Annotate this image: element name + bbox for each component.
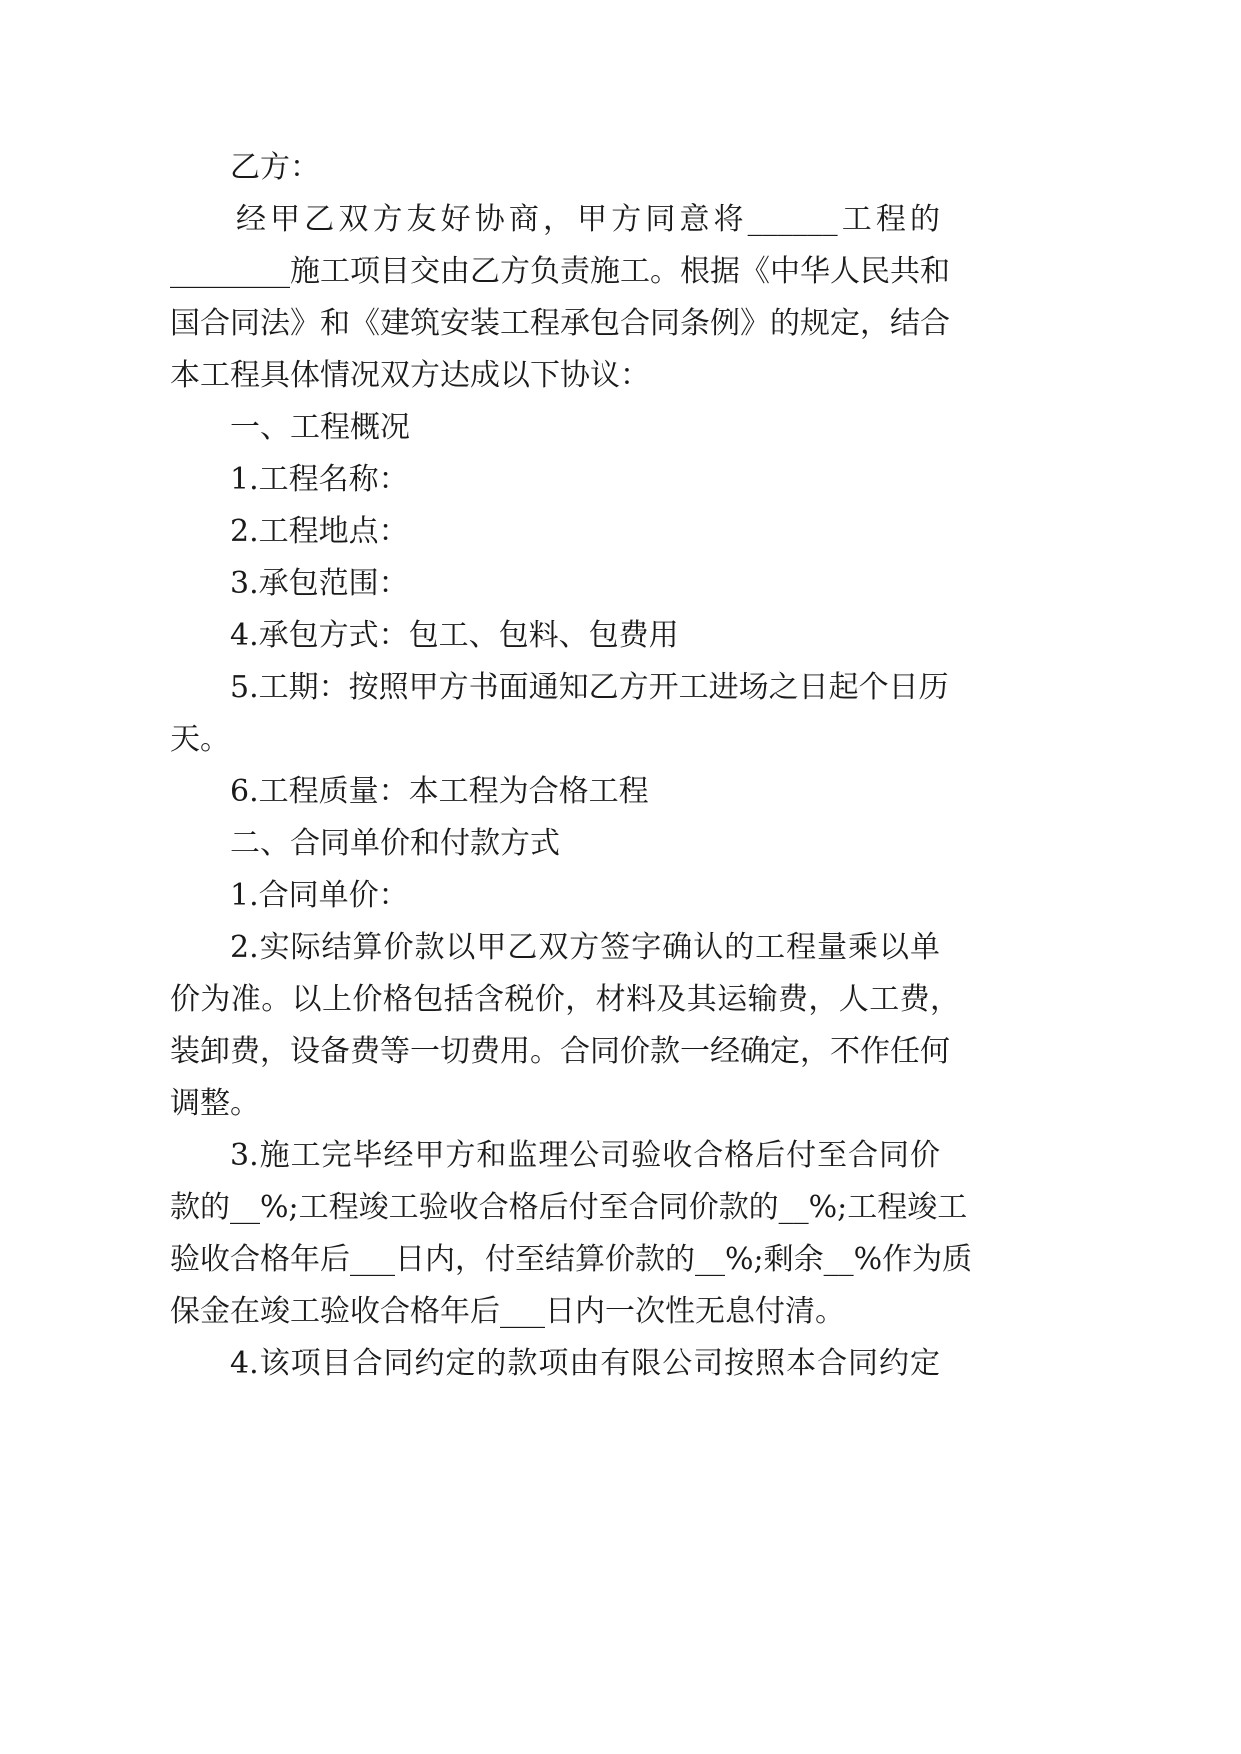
list-item: 5.工期：按照甲方书面通知乙方开工进场之日起个日历 — [230, 670, 949, 705]
section-heading: 二、合同单价和付款方式 — [230, 826, 560, 861]
list-item-continuation: 保金在竣工验收合格年后___日内一次性无息付清。 — [170, 1294, 845, 1329]
section-heading: 一、工程概况 — [230, 410, 410, 445]
intro-paragraph-line: 国合同法》和《建筑安装工程承包合同条例》的规定，结合 — [170, 306, 950, 341]
intro-paragraph-line: 经甲乙双方友好协商，甲方同意将______工程的 — [236, 202, 940, 237]
list-item-continuation: 价为准。以上价格包括含税价，材料及其运输费，人工费， — [170, 982, 960, 1017]
intro-paragraph-line: ________施工项目交由乙方负责施工。根据《中华人民共和 — [170, 254, 950, 289]
list-item: 6.工程质量：本工程为合格工程 — [230, 774, 649, 809]
list-item-continuation: 装卸费，设备费等一切费用。合同价款一经确定，不作任何 — [170, 1034, 950, 1069]
list-item: 4.该项目合同约定的款项由有限公司按照本合同约定 — [230, 1346, 940, 1381]
list-item-continuation: 款的__%;工程竣工验收合格后付至合同价款的__%;工程竣工 — [170, 1190, 968, 1225]
list-item: 4.承包方式：包工、包料、包费用 — [230, 618, 679, 653]
list-item: 3.施工完毕经甲方和监理公司验收合格后付至合同价 — [230, 1138, 940, 1173]
list-item: 3.承包范围： — [230, 566, 409, 601]
party-b-label: 乙方： — [230, 150, 320, 185]
list-item-continuation: 天。 — [170, 722, 230, 757]
list-item: 1.合同单价： — [230, 878, 409, 913]
list-item: 2.实际结算价款以甲乙双方签字确认的工程量乘以单 — [230, 930, 940, 965]
list-item: 1.工程名称： — [230, 462, 409, 497]
list-item-continuation: 调整。 — [170, 1086, 260, 1121]
intro-paragraph-line: 本工程具体情况双方达成以下协议： — [170, 358, 650, 393]
list-item: 2.工程地点： — [230, 514, 409, 549]
list-item-continuation: 验收合格年后___日内，付至结算价款的__%;剩余__%作为质 — [170, 1242, 973, 1277]
